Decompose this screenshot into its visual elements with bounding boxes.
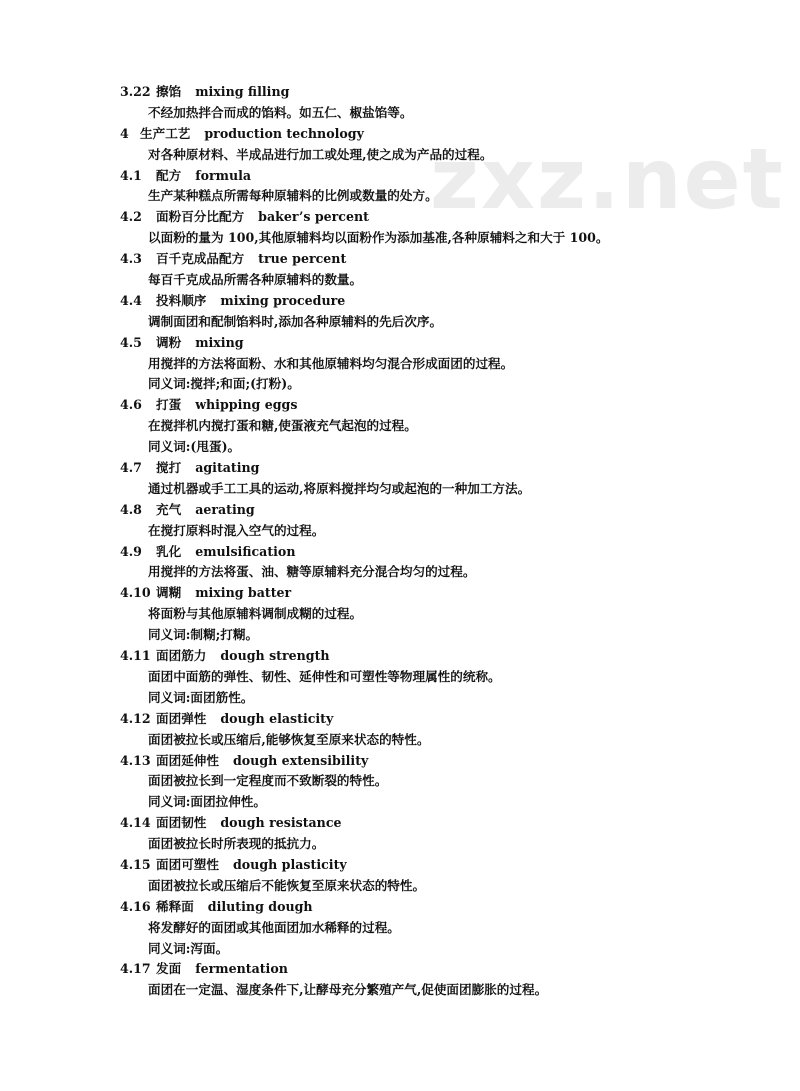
term-chinese: 面团可塑性 (156, 856, 219, 872)
term-heading (120, 646, 760, 667)
term-number: 4.4 (120, 292, 142, 308)
term-number: 4.8 (120, 501, 142, 517)
term-chinese: 百千克成品配方 (156, 251, 245, 267)
term-number: 4.13 (120, 752, 151, 768)
term-chinese: 面团延伸性 (156, 752, 219, 768)
term-definition: 面团被拉长或压缩后不能恢复至原来状态的特性。 (148, 877, 426, 893)
term-definition: 通过机器或手工工具的运动,将原料搅拌均匀或起泡的一种加工方法。 (148, 480, 531, 496)
term-number: 4.7 (120, 460, 142, 476)
term-english: dough extensibility (232, 752, 369, 768)
term-definition: 同义词:制糊;打糊。 (148, 627, 259, 643)
term-heading (120, 542, 760, 563)
term-number: 3.22 (120, 84, 151, 99)
term-definition: 面团被拉长或压缩后,能够恢复至原来状态的特性。 (148, 731, 430, 747)
term-english: mixing procedure (220, 292, 346, 308)
term-english: emulsification (195, 543, 296, 559)
term-number: 4.2 (120, 209, 142, 225)
term-number: 4.5 (120, 334, 142, 350)
term-heading (120, 897, 760, 918)
term-chinese: 面粉百分比配方 (156, 209, 245, 225)
term-english: dough resistance (220, 815, 342, 831)
term-chinese: 发面 (156, 961, 182, 977)
term-definition: 每百千克成品所需各种原辅料的数量。 (148, 272, 363, 288)
term-definition: 调制面团和配制馅料时,添加各种原辅料的先后次序。 (148, 313, 443, 329)
term-number: 4.15 (120, 856, 151, 872)
term-english: diluting dough (207, 898, 313, 914)
term-definition: 同义词:面团拉伸性。 (148, 794, 266, 810)
term-heading (120, 395, 760, 416)
term-definition: 同义词:(甩蛋)。 (148, 439, 241, 455)
term-number: 4.9 (120, 543, 142, 559)
term-heading (120, 751, 760, 772)
term-definition: 不经加热拌合而成的馅料。如五仁、椒盐馅等。 (148, 104, 413, 120)
term-chinese: 调糊 (156, 585, 182, 601)
term-english: dough plasticity (232, 856, 347, 872)
term-heading (120, 709, 760, 730)
term-chinese: 擦馅 (156, 84, 182, 99)
term-definition: 面团中面筋的弹性、韧性、延伸性和可塑性等物理属性的统称。 (148, 668, 501, 684)
term-number: 4.6 (120, 397, 142, 413)
term-english: mixing batter (195, 585, 292, 601)
term-english: true percent (258, 251, 347, 267)
term-definition: 同义词:泻面。 (148, 940, 229, 956)
term-definition: 在搅拌机内搅打蛋和糖,使蛋液充气起泡的过程。 (148, 418, 417, 434)
term-chinese: 面团筋力 (156, 648, 207, 664)
term-chinese: 生产工艺 (140, 125, 191, 141)
term-number: 4.17 (120, 961, 151, 977)
term-heading (120, 855, 760, 876)
term-english: baker’s percent (258, 209, 369, 225)
term-number: 4.12 (120, 710, 151, 726)
term-heading (120, 583, 760, 604)
term-chinese: 稀释面 (156, 898, 194, 914)
term-definition: 面团在一定温、湿度条件下,让酵母充分繁殖产气,促使面团膨胀的过程。 (148, 982, 548, 998)
term-english: agitating (195, 460, 260, 476)
term-english: mixing (195, 334, 244, 350)
term-heading (120, 82, 760, 103)
term-number: 4 (120, 125, 129, 141)
term-definition: 以面粉的量为 100,其他原辅料均以面粉作为添加基准,各种原辅料之和大于 100。 (148, 230, 609, 246)
term-definition: 用搅拌的方法将面粉、水和其他原辅料均匀混合形成面团的过程。 (148, 355, 514, 371)
term-number: 4.14 (120, 815, 151, 831)
term-english: formula (195, 167, 252, 183)
term-number: 4.16 (120, 898, 151, 914)
term-number: 4.11 (120, 648, 151, 664)
term-heading (120, 333, 760, 354)
term-heading (120, 959, 760, 980)
term-chinese: 充气 (156, 501, 182, 517)
term-definition: 面团被拉长时所表现的抵抗力。 (148, 836, 325, 852)
term-heading (120, 249, 760, 270)
term-heading (120, 500, 760, 521)
document-body (120, 82, 760, 1001)
term-english: aerating (195, 501, 255, 517)
watermark: zxz.net (430, 130, 785, 228)
term-definition: 将面粉与其他原辅料调制成糊的过程。 (148, 606, 363, 622)
term-number: 4.10 (120, 585, 151, 601)
term-english: production technology (204, 125, 364, 141)
term-chinese: 投料顺序 (156, 292, 207, 308)
term-chinese: 乳化 (156, 543, 182, 559)
term-definition: 将发酵好的面团或其他面团加水稀释的过程。 (148, 919, 400, 935)
term-definition: 在搅打原料时混入空气的过程。 (148, 522, 325, 538)
term-chinese: 打蛋 (156, 397, 182, 413)
term-chinese: 面团弹性 (156, 710, 207, 726)
term-chinese: 搅打 (156, 460, 182, 476)
term-chinese: 配方 (156, 167, 182, 183)
term-definition: 同义词:搅拌;和面;(打粉)。 (148, 376, 300, 392)
term-definition: 面团被拉长到一定程度而不致断裂的特性。 (148, 773, 388, 789)
term-heading (120, 207, 760, 228)
term-heading (120, 458, 760, 479)
chapter-heading (120, 124, 760, 145)
term-heading (120, 291, 760, 312)
term-english: dough elasticity (220, 710, 334, 726)
term-definition: 生产某种糕点所需每种原辅料的比例或数量的处方。 (148, 188, 438, 204)
term-english: fermentation (195, 961, 288, 977)
term-english: whipping eggs (195, 397, 298, 413)
term-english: dough strength (220, 648, 330, 664)
term-heading (120, 166, 760, 187)
term-definition: 同义词:面团筋性。 (148, 689, 254, 705)
term-number: 4.3 (120, 251, 142, 267)
term-number: 4.1 (120, 167, 142, 183)
term-definition: 对各种原材料、半成品进行加工或处理,使之成为产品的过程。 (148, 146, 493, 162)
term-heading (120, 813, 760, 834)
term-chinese: 面团韧性 (156, 815, 207, 831)
term-chinese: 调粉 (156, 334, 182, 350)
term-definition: 用搅拌的方法将蛋、油、糖等原辅料充分混合均匀的过程。 (148, 564, 476, 580)
term-english: mixing filling (195, 84, 290, 99)
